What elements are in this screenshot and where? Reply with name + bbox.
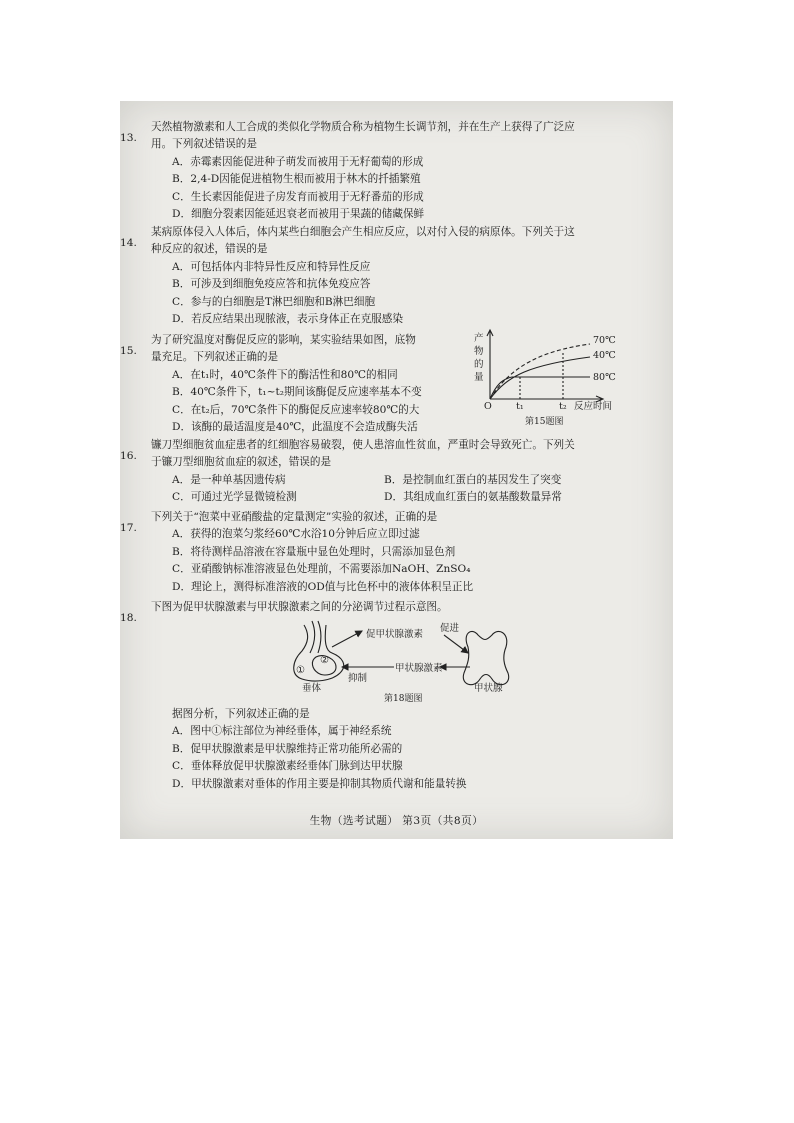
figure-15-graph: [470, 327, 670, 427]
figure-caption: 第18题图: [384, 694, 423, 703]
option-c: C．可通过光学显微镜检测: [172, 491, 297, 504]
y-label-char: 的: [474, 359, 484, 370]
x-axis-label: 反应时间: [574, 401, 613, 412]
question-number: 14.: [120, 237, 137, 249]
option-d: D．该酶的最适温度是40℃，此温度不会造成酶失活: [172, 421, 418, 434]
option-a: A．赤霉素因能促进种子萌发而被用于无籽葡萄的形成: [172, 155, 424, 168]
option-b: B．促甲状腺激素是甲状腺维持正常功能所必需的: [172, 742, 403, 755]
curve-label-80c: 80℃: [593, 372, 616, 383]
curve-80c: [490, 377, 590, 399]
pituitary-stalk: [318, 621, 321, 653]
question-13: [120, 119, 673, 223]
label-th: 甲状腺激素: [395, 663, 443, 674]
curve-label-70c: 70℃: [593, 335, 616, 346]
label-tsh: 促甲状腺激素: [366, 629, 424, 640]
curve-70c: [490, 344, 590, 399]
pituitary-stalk: [310, 621, 315, 653]
y-label-char: 量: [474, 372, 484, 383]
figure-caption: 第15题图: [525, 417, 564, 427]
label-promote: 促进: [440, 623, 460, 634]
arrow-promote: [444, 635, 468, 653]
option-d: D．理论上，测得标准溶液的OD值与比色杯中的液体体积呈正比: [172, 580, 474, 593]
label-pituitary: 垂体: [302, 683, 322, 694]
question-stem-cont: 量充足。下列叙述正确的是: [151, 351, 279, 364]
option-d: D．若反应结果出现脓液，表示身体正在克服感染: [172, 313, 403, 326]
option-b: B．40℃条件下，t₁~t₂期间该酶促反应速率基本不变: [172, 386, 422, 399]
option-a: A．在t₁时，40℃条件下的酶活性和80℃的相同: [172, 368, 398, 381]
option-row: [120, 472, 673, 489]
question-18: [120, 599, 673, 624]
option-c: C．垂体释放促甲状腺激素经垂体门脉到达甲状腺: [172, 760, 403, 773]
option-a: A．可包括体内非特异性反应和特异性反应: [172, 260, 371, 273]
exam-page: [120, 101, 673, 839]
mark-2: ②: [320, 655, 329, 666]
tick-t2: t₂: [559, 401, 567, 412]
y-label-char: 物: [474, 346, 484, 357]
curve-40c: [490, 357, 590, 399]
label-inhibit: 抑制: [348, 673, 368, 684]
origin-label: O: [484, 401, 492, 412]
question-stem-cont: 于镰刀型细胞贫血症的叙述，错误的是: [151, 456, 332, 469]
option-d: D．细胞分裂素因能延迟衰老而被用于果蔬的储藏保鲜: [172, 208, 425, 221]
option-c: C．亚硝酸钠标准溶液显色处理前，不需要添加NaOH、ZnSO₄: [172, 563, 471, 576]
option-b: B．可涉及到细胞免疫应答和抗体免疫应答: [172, 278, 371, 291]
option-b: B．2,4-D因能促进植物生根而被用于林木的扦插繁殖: [172, 173, 421, 186]
question-number: 13.: [120, 132, 137, 144]
option-c: C．参与的白细胞是T淋巴细胞和B淋巴细胞: [172, 295, 376, 308]
page-footer: 生物（选考试题） 第3页（共8页）: [309, 815, 484, 827]
figure-18-diagram: [280, 617, 530, 703]
mark-1: ①: [296, 665, 305, 676]
option-a: A．图中①标注部位为神经垂体，属于神经系统: [172, 725, 392, 738]
label-thyroid: 甲状腺: [474, 683, 503, 694]
thyroid-outline: [463, 631, 508, 684]
option-a: A．是一种单基因遗传病: [172, 473, 286, 486]
question-14: [120, 224, 673, 328]
option-c: C．生长素因能促进子房发育而被用于无籽番茄的形成: [172, 190, 424, 203]
curve-label-40c: 40℃: [593, 350, 616, 361]
question-16: [120, 437, 673, 507]
y-label-char: 产: [474, 333, 484, 344]
question-lead: 据图分析，下列叙述正确的是: [172, 708, 310, 720]
question-number: 15.: [120, 345, 137, 357]
question-17: [120, 509, 673, 596]
option-d: D．甲状腺激素对垂体的作用主要是抑制其物质代谢和能量转换: [172, 777, 467, 790]
option-c: C．在t₂后，70℃条件下的酶促反应速率较80℃的大: [172, 403, 420, 416]
question-18-options: [120, 706, 673, 793]
question-stem: 16. 镰刀型细胞贫血症患者的红细胞容易破裂，使人患溶血性贫血，严重时会导致死亡。下列关: [120, 437, 673, 454]
question-stem: 14. 某病原体侵入人体后，体内某些白细胞会产生相应反应，以对付入侵的病原体。下列关于这: [120, 224, 673, 241]
question-stem: 13. 天然植物激素和人工合成的类似化学物质合称为植物生长调节剂，并在生产上获得了广泛应: [120, 119, 673, 136]
option-row: [120, 489, 673, 506]
question-stem-cont: 种反应的叙述，错误的是: [151, 243, 268, 256]
question-number: 16.: [120, 450, 137, 462]
question-stem: 17. 下列关于“泡菜中亚硝酸盐的定量测定”实验的叙述，正确的是: [120, 509, 673, 526]
option-b: B．将待测样品溶液在容量瓶中显色处理时，只需添加显色剂: [172, 545, 456, 558]
option-b: B．是控制血红蛋白的基因发生了突变: [384, 473, 562, 486]
question-number: 17.: [120, 522, 137, 534]
arrow-secretion: [332, 631, 362, 647]
tick-t1: t₁: [516, 401, 524, 412]
option-d: D．其组成血红蛋白的氨基酸数量异常: [384, 491, 562, 504]
question-number: 18.: [120, 612, 137, 624]
question-stem: 18. 下图为促甲状腺激素与甲状腺激素之间的分泌调节过程示意图。: [120, 599, 673, 616]
question-stem-cont: 用。下列叙述错误的是: [151, 138, 257, 151]
question-stem: 15. 为了研究温度对酶促反应的影响，某实验结果如图，底物: [120, 332, 673, 349]
option-a: A．获得的泡菜匀浆经60℃水浴10分钟后应立即过滤: [172, 528, 420, 541]
